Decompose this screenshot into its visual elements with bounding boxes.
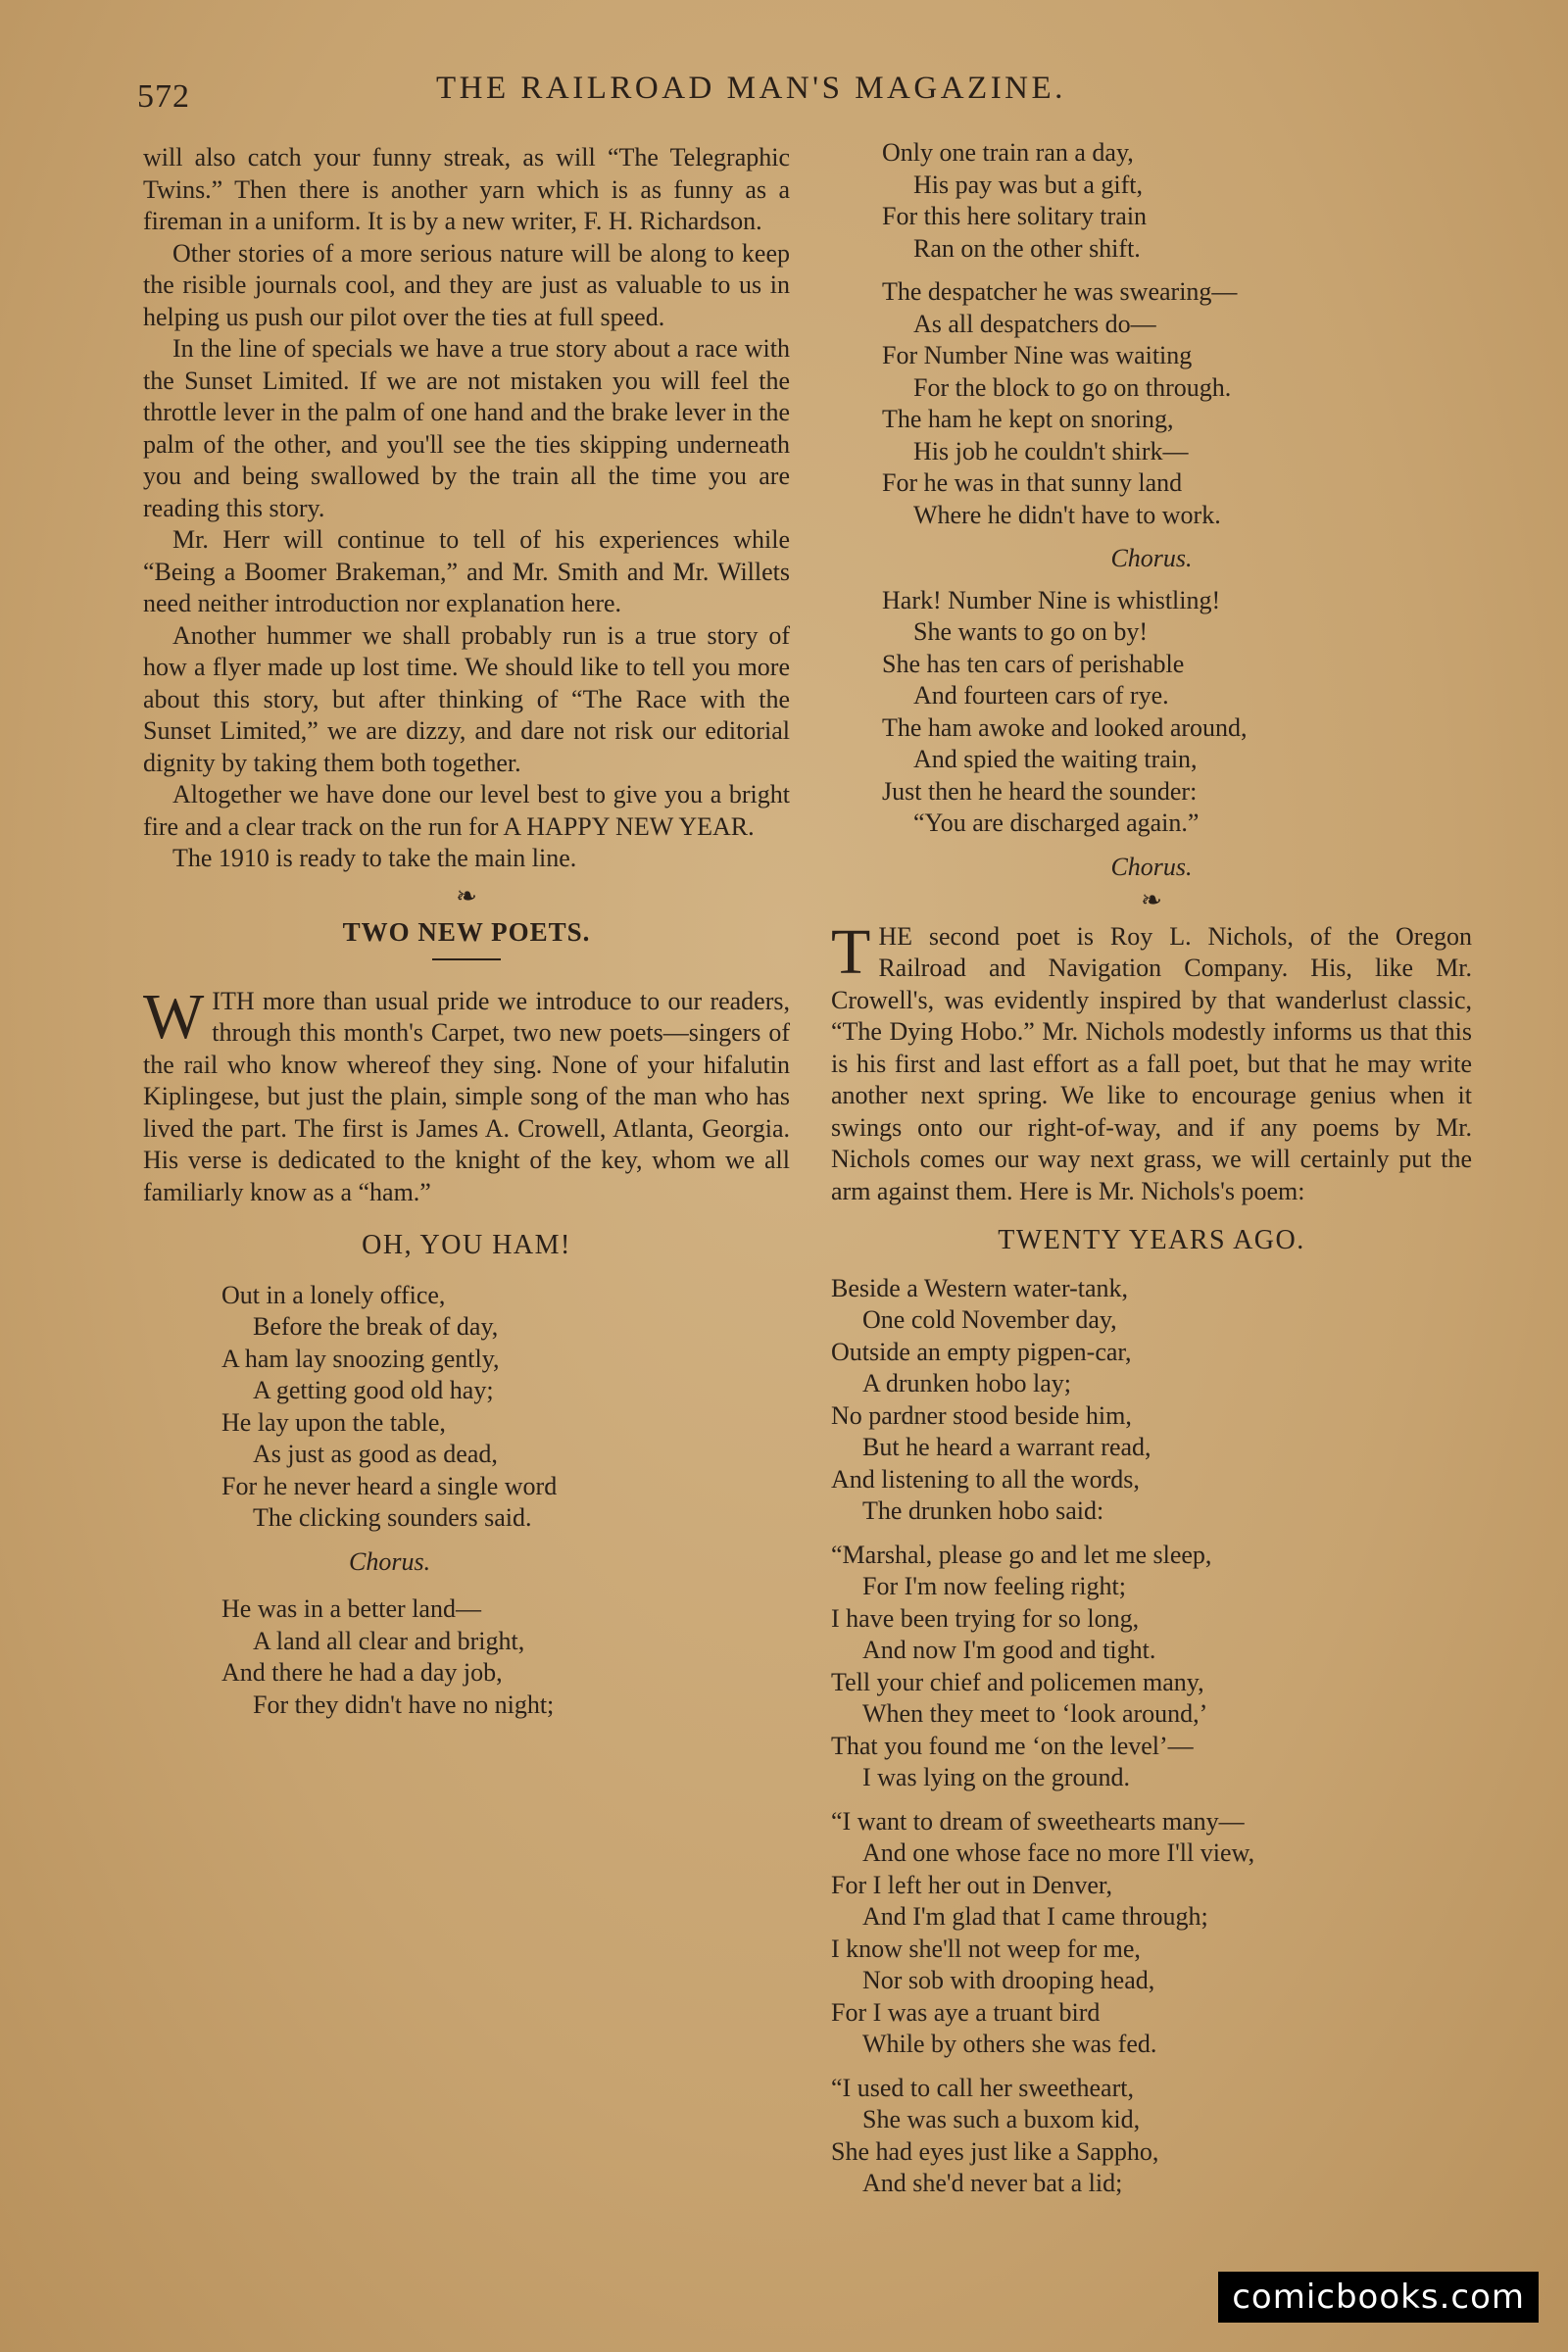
heading-rule xyxy=(432,958,501,960)
paragraph: Other stories of a more serious nature will be along to keep the risible journals cool, and they are just as valuable to us in helping us push our pilot over the ties at full speed. xyxy=(143,238,790,331)
poem-line: Before the break of day, xyxy=(253,1312,499,1341)
poem-line: The despatcher he was swearing— xyxy=(882,277,1238,306)
poem-twenty-years-ago xyxy=(831,1273,1472,2200)
poem-line: “You are discharged again.” xyxy=(913,808,1200,837)
right-column xyxy=(831,138,1472,2212)
poem-line: A drunken hobo lay; xyxy=(862,1369,1072,1397)
stanza xyxy=(221,1593,790,1721)
leaf-ornament-icon: ❧ xyxy=(456,881,477,910)
poem-line: For this here solitary train xyxy=(882,202,1148,230)
stanza xyxy=(882,137,1472,265)
poem-line: And I'm glad that I came through; xyxy=(862,1902,1208,1931)
poem-line: That you found me ‘on the level’— xyxy=(831,1731,1194,1760)
page-number: 572 xyxy=(137,78,190,115)
poem-oh-you-ham xyxy=(143,1280,790,1722)
paragraph: Another hummer we shall probably run is a true story of how a flyer made up lost time. We should like to tell you more about this story, but after thinking of “The Race with the Sunset Limited,” we are dizzy, and dare not risk our editorial dignity by taking them both together. xyxy=(143,620,790,777)
poem-line: Ran on the other shift. xyxy=(913,233,1141,263)
stanza xyxy=(831,1806,1472,2061)
poem-line: He lay upon the table, xyxy=(221,1407,446,1437)
poem-line: The ham he kept on snoring, xyxy=(882,405,1174,433)
chorus-label: Chorus. xyxy=(1110,852,1193,881)
site-watermark: comicbooks.com xyxy=(1218,2272,1539,2323)
poem-line: She was such a buxom kid, xyxy=(862,2105,1141,2133)
poem-oh-you-ham-continued xyxy=(831,137,1472,883)
stanza xyxy=(882,276,1472,531)
poem-line: The clicking sounders said. xyxy=(253,1503,532,1532)
poem-line: For I was aye a truant bird xyxy=(831,1997,1101,2027)
poem-line: No pardner stood beside him, xyxy=(831,1400,1132,1430)
poem-line: I know she'll not weep for me, xyxy=(831,1934,1141,1963)
poem-line: When they meet to ‘look around,’ xyxy=(862,1699,1208,1728)
poem-line: A land all clear and bright, xyxy=(253,1626,525,1655)
poem-line: A ham lay snoozing gently, xyxy=(221,1344,500,1373)
poem-line: Only one train ran a day, xyxy=(882,138,1134,167)
poem-line: One cold November day, xyxy=(862,1305,1117,1334)
leaf-ornament-icon: ❧ xyxy=(1141,886,1162,914)
drop-cap: W xyxy=(143,980,205,1053)
chorus-label: Chorus. xyxy=(1110,544,1193,572)
poem-line: He was in a better land— xyxy=(221,1594,481,1623)
poem-line: And there he had a day job, xyxy=(221,1658,503,1687)
poem-line: Where he didn't have to work. xyxy=(913,500,1221,529)
poem-line: And one whose face no more I'll view, xyxy=(862,1838,1255,1867)
poem-line: “I used to call her sweetheart, xyxy=(831,2073,1134,2102)
stanza xyxy=(831,1273,1472,1528)
poem-line: “Marshal, please go and let me sleep, xyxy=(831,1540,1212,1569)
poem-line: I was lying on the ground. xyxy=(862,1763,1130,1791)
drop-cap: T xyxy=(831,915,871,988)
stanza xyxy=(831,2073,1472,2200)
left-column xyxy=(143,142,790,1733)
stanza xyxy=(221,1280,790,1535)
page-header xyxy=(137,71,1382,120)
intro-paragraph xyxy=(143,980,790,1209)
magazine-title: THE RAILROAD MAN'S MAGAZINE. xyxy=(436,71,1066,106)
poem-line: For the block to go on through. xyxy=(913,372,1232,402)
stanza xyxy=(831,1540,1472,1794)
poem-line: Hark! Number Nine is whistling! xyxy=(882,585,1221,614)
paragraph: Mr. Herr will continue to tell of his experiences while “Being a Boomer Brakeman,” and Mr. Smith and Mr. Willets need neither introduction nor explanation here. xyxy=(143,525,790,617)
poem-line: I have been trying for so long, xyxy=(831,1603,1140,1633)
poem-line: For I'm now feeling right; xyxy=(862,1572,1126,1600)
poem-line: His job he couldn't shirk— xyxy=(913,436,1189,466)
section-heading: TWO NEW POETS. xyxy=(342,917,591,947)
poem-line: For Number Nine was waiting xyxy=(882,341,1193,369)
second-poet-paragraph xyxy=(831,915,1472,1208)
poem-line: “I want to dream of sweethearts many— xyxy=(831,1806,1245,1836)
second-poet-text: HE second poet is Roy L. Nichols, of the Oregon Railroad and Navigation Company. His, like Mr. Crowell's, was evidently inspired by that wanderlust classic, “The Dying Hobo.” Mr. Nichols modestly informs us that this is his first and last effort as a fall poet, but that he may write another next spring. We like to encourage genius when it swings onto our right-of-way, and if any poems by Mr. Nichols comes our way next grass, we will certainly put the arm against them. Here is Mr. Nichols's poem: xyxy=(831,921,1472,1205)
poem-line: As just as good as dead, xyxy=(253,1440,498,1468)
poem-line: Just then he heard the sounder: xyxy=(882,776,1198,806)
poem-line: Outside an empty pigpen-car, xyxy=(831,1337,1132,1366)
intro-text: ITH more than usual pride we introduce to our readers, through this month's Carpet, two new poets—singers of the rail who know whereof they sing. None of your hifalutin Kiplingese, but just the plain, simple song of the man who has lived the part. The first is James A. Crowell, Atlanta, Georgia. His verse is dedicated to the knight of the key, whom we all familiarly know as a “ham.” xyxy=(143,986,790,1206)
paragraph: In the line of specials we have a true story about a race with the Sunset Limited. If we are not mistaken you will feel the throttle lever in the palm of one hand and the brake lever in the palm of the other, and you'll see the ties skipping underneath you and being swallowed by the train all the time you are reading this story. xyxy=(143,334,790,522)
poem-line: But he heard a warrant read, xyxy=(862,1433,1152,1461)
poem-line: And now I'm good and tight. xyxy=(862,1636,1156,1664)
poem-title: TWENTY YEARS AGO. xyxy=(998,1225,1305,1255)
poem-line: And fourteen cars of rye. xyxy=(913,681,1169,710)
paragraph: will also catch your funny streak, as will “The Telegraphic Twins.” Then there is another yarn which is as funny as a fireman in a uniform. It is by a new writer, F. H. Richardson. xyxy=(143,143,790,235)
poem-line: And spied the waiting train, xyxy=(913,745,1198,773)
poem-line: For he was in that sunny land xyxy=(882,468,1183,497)
poem-line: While by others she was fed. xyxy=(862,2030,1157,2058)
poem-line: Nor sob with drooping head, xyxy=(862,1966,1155,1994)
poem-line: His pay was but a gift, xyxy=(913,170,1143,199)
poem-line: And she'd never bat a lid; xyxy=(862,2169,1123,2197)
poem-line: She has ten cars of perishable xyxy=(882,649,1185,678)
poem-line: She wants to go on by! xyxy=(913,617,1149,646)
poem-line: As all despatchers do— xyxy=(913,309,1156,338)
chorus-label: Chorus. xyxy=(349,1546,431,1576)
poem-line: Out in a lonely office, xyxy=(221,1280,446,1309)
poem-line: For they didn't have no night; xyxy=(253,1690,555,1719)
poem-line: And listening to all the words, xyxy=(831,1464,1140,1494)
stanza xyxy=(882,585,1472,840)
poem-line: Tell your chief and policemen many, xyxy=(831,1667,1204,1696)
poem-line: The ham awoke and looked around, xyxy=(882,712,1248,742)
poem-line: She had eyes just like a Sappho, xyxy=(831,2136,1159,2166)
poem-line: A getting good old hay; xyxy=(253,1376,494,1404)
paragraph: The 1910 is ready to take the main line. xyxy=(172,844,577,872)
poem-line: The drunken hobo said: xyxy=(862,1496,1104,1525)
paragraph: Altogether we have done our level best to give you a bright fire and a clear track on the run for A HAPPY NEW YEAR. xyxy=(143,780,790,841)
poem-line: For he never heard a single word xyxy=(221,1471,558,1500)
poem-line: Beside a Western water-tank, xyxy=(831,1273,1129,1302)
poem-title: OH, YOU HAM! xyxy=(362,1230,571,1260)
poem-line: For I left her out in Denver, xyxy=(831,1870,1113,1899)
